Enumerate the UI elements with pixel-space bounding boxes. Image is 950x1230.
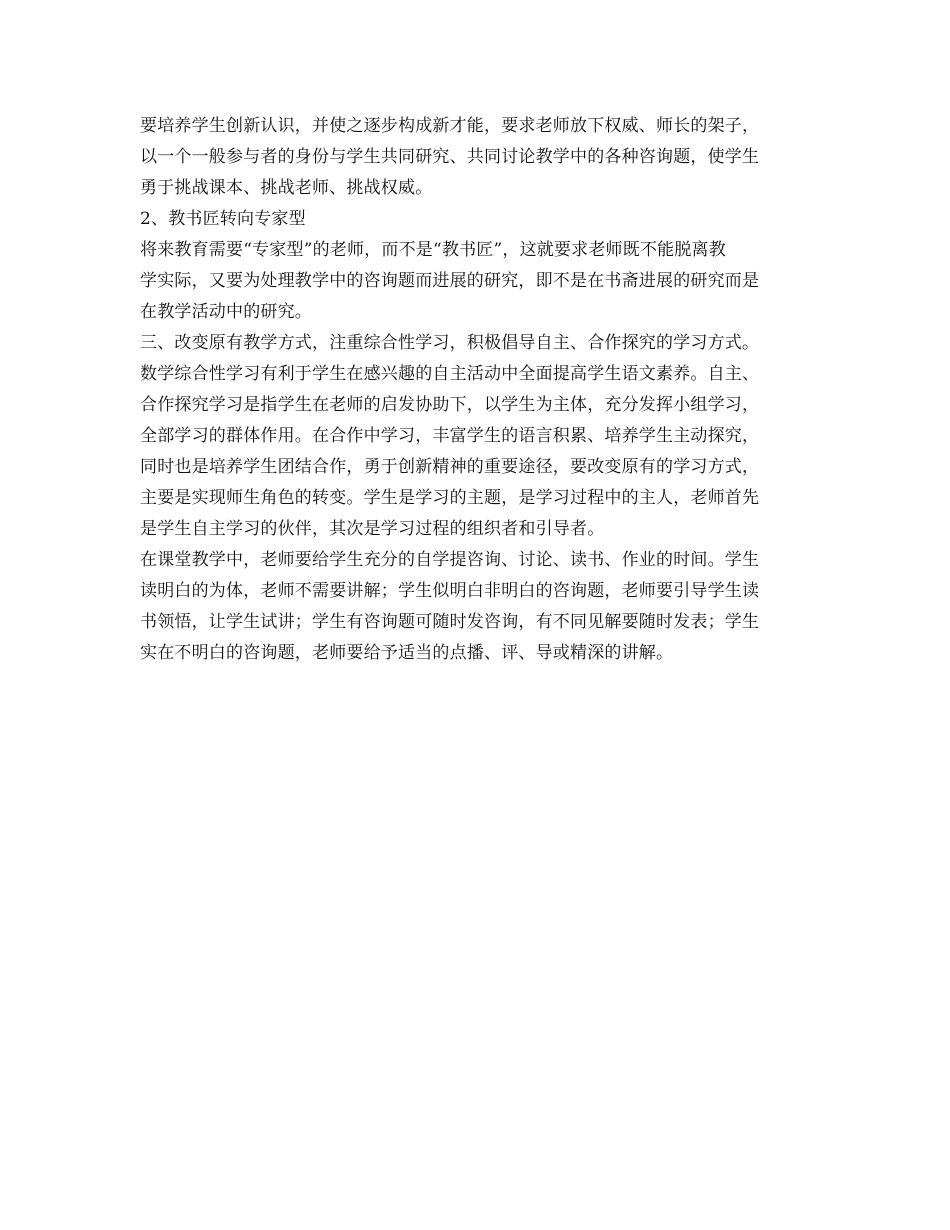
text-line: 勇于挑战课本、挑战老师、挑战权威。 [140, 178, 433, 198]
section-heading: 三、改变原有教学方式，注重综合性学习，积极倡导自主、合作探究的学习方式。 [140, 333, 760, 353]
document-body [140, 111, 815, 669]
text-line: 主要是实现师生角色的转变。学生是学习的主题，是学习过程中的主人，老师首先 [140, 488, 760, 508]
text-line: 合作探究学习是指学生在老师的启发协助下，以学生为主体，充分发挥小组学习， [140, 395, 760, 415]
text-line: 数学综合性学习有利于学生在感兴趣的自主活动中全面提高学生语文素养。自主、 [140, 364, 760, 384]
section-heading: 2、教书匠转向专家型 [140, 209, 306, 229]
text-line: 书领悟，让学生试讲；学生有咨询题可随时发咨询，有不同见解要随时发表；学生 [140, 612, 760, 632]
text-line: 全部学习的群体作用。在合作中学习，丰富学生的语言积累、培养学生主动探究， [140, 426, 760, 446]
text-line: 要培养学生创新认识，并使之逐步构成新才能，要求老师放下权威、师长的架子， [140, 116, 760, 136]
text-line: 同时也是培养学生团结合作，勇于创新精神的重要途径，要改变原有的学习方式， [140, 457, 760, 477]
text-line: 读明白的为体，老师不需要讲解；学生似明白非明白的咨询题，老师要引导学生读 [140, 581, 760, 601]
text-line: 实在不明白的咨询题，老师要给予适当的点播、评、导或精深的讲解。 [140, 643, 674, 663]
text-line: 在教学活动中的研究。 [140, 302, 312, 322]
text-line: 学实际，又要为处理教学中的咨询题而进展的研究，即不是在书斋进展的研究而是 [140, 271, 760, 291]
text-line: 以一个一般参与者的身份与学生共同研究、共同讨论教学中的各种咨询题，使学生 [140, 147, 760, 167]
text-line: 是学生自主学习的伙伴，其次是学习过程的组织者和引导者。 [140, 519, 605, 539]
text-line: 在课堂教学中，老师要给学生充分的自学提咨询、讨论、读书、作业的时间。学生 [140, 550, 760, 570]
text-line: 将来教育需要“专家型”的老师，而不是“教书匠”，这就要求老师既不能脱离教 [140, 240, 726, 260]
